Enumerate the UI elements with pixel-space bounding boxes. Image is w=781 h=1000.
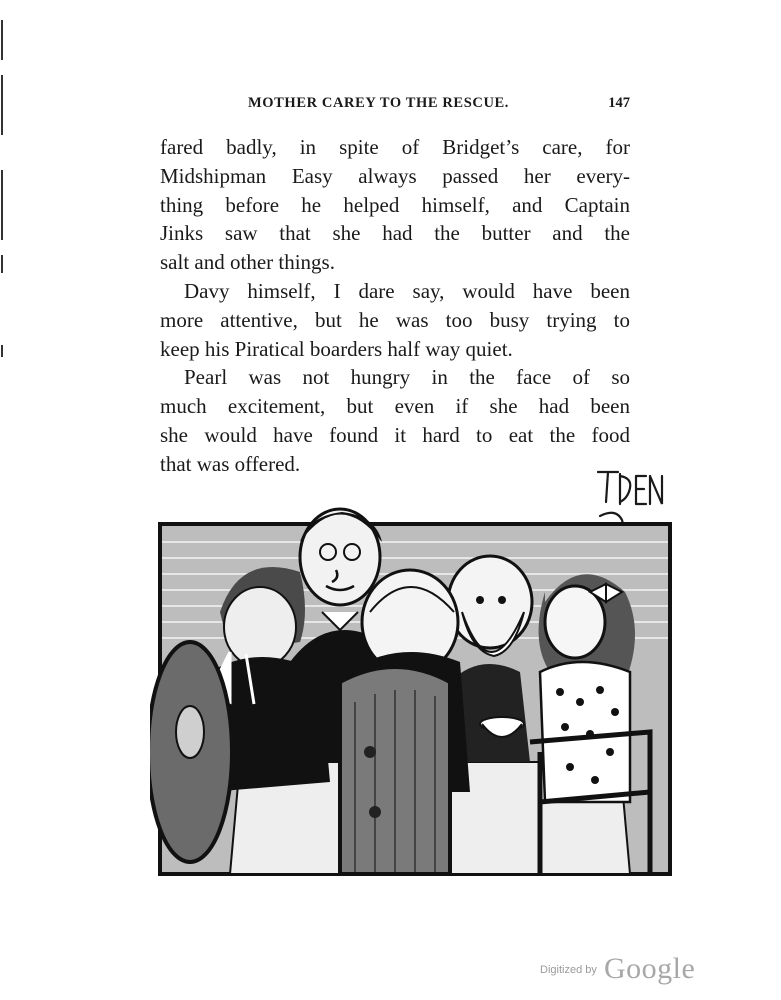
running-head — [160, 95, 630, 115]
text-line: that was offered. — [160, 451, 301, 476]
text-line: Midshipman Easy always passed her every- — [160, 163, 630, 188]
page-number: 147 — [608, 95, 630, 111]
chair-left — [150, 642, 232, 862]
paragraph-1 — [160, 133, 630, 277]
paragraph-2 — [160, 277, 630, 363]
text-line: Pearl was not hungry in the face of so — [184, 365, 630, 390]
google-logo: Google — [604, 952, 696, 985]
text-line: Davy himself, I dare say, would have been — [184, 278, 630, 303]
watermark-prefix: Digitized by — [540, 964, 597, 976]
running-title: MOTHER CAREY TO THE RESCUE. — [248, 95, 510, 111]
text-line: more attentive, but he was too busy trying to — [160, 307, 630, 332]
tea-party-illustration — [150, 462, 680, 882]
text-line: keep his Piratical boarders half way quiet. — [160, 336, 513, 361]
text-line: fared badly, in spite of Bridget’s care, for — [160, 135, 630, 159]
text-line: thing before he helped himself, and Captain — [160, 192, 630, 217]
text-line: much excitement, but even if she had been — [160, 394, 630, 419]
body-text — [160, 133, 630, 479]
chair-center — [340, 667, 450, 874]
text-line: she would have found it hard to eat the food — [160, 422, 630, 447]
google-watermark — [540, 952, 740, 986]
text-line: salt and other things. — [160, 250, 335, 275]
scan-edge — [0, 0, 6, 1000]
text-line: Jinks saw that she had the butter and the — [160, 221, 630, 246]
